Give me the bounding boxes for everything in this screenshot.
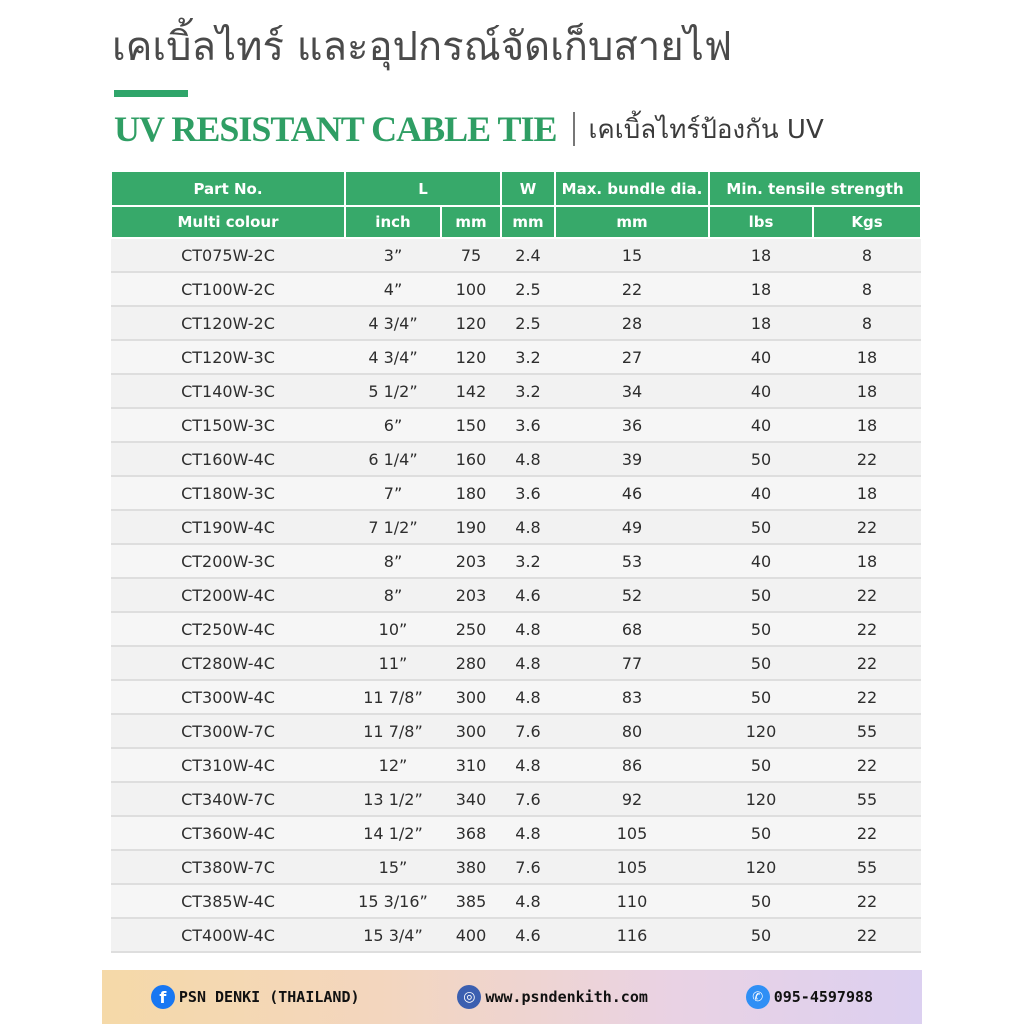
table-row xyxy=(111,272,921,306)
cell-bundle: 22 xyxy=(555,272,709,306)
cell-inch: 11 7/8” xyxy=(345,680,441,714)
cell-inch: 7 1/2” xyxy=(345,510,441,544)
cell-mm: 250 xyxy=(441,612,501,646)
cell-bundle: 15 xyxy=(555,238,709,272)
cell-kgs: 55 xyxy=(813,850,921,884)
cell-part-no: CT180W-3C xyxy=(111,476,345,510)
cell-lbs: 40 xyxy=(709,340,813,374)
cell-inch: 15 3/16” xyxy=(345,884,441,918)
cell-inch: 11 7/8” xyxy=(345,714,441,748)
cell-lbs: 40 xyxy=(709,544,813,578)
footer-facebook[interactable] xyxy=(151,985,360,1009)
cell-lbs: 18 xyxy=(709,272,813,306)
cell-width: 7.6 xyxy=(501,714,555,748)
header-width-unit: mm xyxy=(501,206,555,238)
cell-mm: 180 xyxy=(441,476,501,510)
cell-lbs: 50 xyxy=(709,646,813,680)
cell-mm: 100 xyxy=(441,272,501,306)
cell-bundle: 46 xyxy=(555,476,709,510)
header-part-no: Part No. xyxy=(111,171,345,206)
footer-website-text: www.psndenkith.com xyxy=(485,988,648,1006)
title-underline xyxy=(114,90,188,97)
cell-kgs: 18 xyxy=(813,408,921,442)
table-row xyxy=(111,918,921,952)
cell-width: 4.8 xyxy=(501,510,555,544)
cell-bundle: 110 xyxy=(555,884,709,918)
table-row xyxy=(111,476,921,510)
cell-mm: 340 xyxy=(441,782,501,816)
table-body xyxy=(111,238,921,952)
cell-width: 2.5 xyxy=(501,272,555,306)
cell-kgs: 22 xyxy=(813,646,921,680)
cell-mm: 310 xyxy=(441,748,501,782)
footer-phone[interactable] xyxy=(746,985,873,1009)
cell-part-no: CT340W-7C xyxy=(111,782,345,816)
cell-width: 4.6 xyxy=(501,578,555,612)
cell-inch: 5 1/2” xyxy=(345,374,441,408)
cell-kgs: 18 xyxy=(813,340,921,374)
cell-inch: 11” xyxy=(345,646,441,680)
cell-part-no: CT280W-4C xyxy=(111,646,345,680)
cell-mm: 300 xyxy=(441,680,501,714)
subtitle-divider xyxy=(573,112,575,146)
cell-kgs: 8 xyxy=(813,306,921,340)
cell-inch: 13 1/2” xyxy=(345,782,441,816)
cell-inch: 3” xyxy=(345,238,441,272)
table-row xyxy=(111,884,921,918)
cell-lbs: 50 xyxy=(709,578,813,612)
cell-width: 4.8 xyxy=(501,884,555,918)
header-bundle-unit: mm xyxy=(555,206,709,238)
cell-kgs: 22 xyxy=(813,748,921,782)
cell-inch: 8” xyxy=(345,544,441,578)
table-row xyxy=(111,408,921,442)
cell-part-no: CT190W-4C xyxy=(111,510,345,544)
cell-kgs: 22 xyxy=(813,510,921,544)
cell-part-no: CT250W-4C xyxy=(111,612,345,646)
table-row xyxy=(111,442,921,476)
header-multi-colour: Multi colour xyxy=(111,206,345,238)
table-row xyxy=(111,782,921,816)
header-length: L xyxy=(345,171,501,206)
cell-kgs: 22 xyxy=(813,884,921,918)
cell-part-no: CT385W-4C xyxy=(111,884,345,918)
cell-width: 7.6 xyxy=(501,850,555,884)
cell-kgs: 22 xyxy=(813,442,921,476)
cell-part-no: CT300W-4C xyxy=(111,680,345,714)
cell-width: 3.6 xyxy=(501,408,555,442)
cell-part-no: CT100W-2C xyxy=(111,272,345,306)
footer-contact-bar xyxy=(102,970,922,1024)
cell-inch: 7” xyxy=(345,476,441,510)
cell-mm: 385 xyxy=(441,884,501,918)
cell-lbs: 120 xyxy=(709,714,813,748)
table-row xyxy=(111,238,921,272)
cell-bundle: 34 xyxy=(555,374,709,408)
table-row xyxy=(111,748,921,782)
table-row xyxy=(111,510,921,544)
table-row xyxy=(111,850,921,884)
page-title: เคเบิ้ลไทร์ และอุปกรณ์จัดเก็บสายไฟ xyxy=(112,24,733,70)
cell-part-no: CT380W-7C xyxy=(111,850,345,884)
spec-table xyxy=(110,170,922,953)
cell-mm: 190 xyxy=(441,510,501,544)
cell-part-no: CT075W-2C xyxy=(111,238,345,272)
cell-part-no: CT200W-4C xyxy=(111,578,345,612)
cell-inch: 14 1/2” xyxy=(345,816,441,850)
cell-mm: 120 xyxy=(441,340,501,374)
cell-width: 2.5 xyxy=(501,306,555,340)
cell-width: 4.8 xyxy=(501,646,555,680)
cell-mm: 203 xyxy=(441,544,501,578)
header-lbs: lbs xyxy=(709,206,813,238)
cell-kgs: 22 xyxy=(813,680,921,714)
cell-inch: 8” xyxy=(345,578,441,612)
cell-lbs: 40 xyxy=(709,374,813,408)
table-row xyxy=(111,340,921,374)
cell-lbs: 50 xyxy=(709,442,813,476)
table-row xyxy=(111,714,921,748)
cell-lbs: 40 xyxy=(709,476,813,510)
header-inch: inch xyxy=(345,206,441,238)
header-tensile: Min. tensile strength xyxy=(709,171,921,206)
cell-lbs: 50 xyxy=(709,510,813,544)
cell-bundle: 116 xyxy=(555,918,709,952)
cell-bundle: 49 xyxy=(555,510,709,544)
cell-kgs: 22 xyxy=(813,918,921,952)
cell-inch: 6 1/4” xyxy=(345,442,441,476)
header-bundle: Max. bundle dia. xyxy=(555,171,709,206)
cell-inch: 4” xyxy=(345,272,441,306)
cell-width: 4.8 xyxy=(501,748,555,782)
cell-inch: 15” xyxy=(345,850,441,884)
cell-inch: 6” xyxy=(345,408,441,442)
cell-width: 4.8 xyxy=(501,816,555,850)
cell-part-no: CT360W-4C xyxy=(111,816,345,850)
cell-width: 3.2 xyxy=(501,374,555,408)
footer-website[interactable] xyxy=(457,985,648,1009)
cell-kgs: 8 xyxy=(813,272,921,306)
table-row xyxy=(111,306,921,340)
cell-lbs: 120 xyxy=(709,782,813,816)
cell-inch: 15 3/4” xyxy=(345,918,441,952)
cell-width: 2.4 xyxy=(501,238,555,272)
cell-mm: 203 xyxy=(441,578,501,612)
cell-width: 7.6 xyxy=(501,782,555,816)
cell-lbs: 50 xyxy=(709,680,813,714)
table-row xyxy=(111,816,921,850)
cell-kgs: 22 xyxy=(813,578,921,612)
cell-width: 4.8 xyxy=(501,442,555,476)
cell-bundle: 83 xyxy=(555,680,709,714)
cell-part-no: CT120W-3C xyxy=(111,340,345,374)
cell-width: 4.6 xyxy=(501,918,555,952)
cell-part-no: CT300W-7C xyxy=(111,714,345,748)
cell-lbs: 50 xyxy=(709,748,813,782)
cell-width: 3.6 xyxy=(501,476,555,510)
cell-lbs: 50 xyxy=(709,918,813,952)
cell-mm: 75 xyxy=(441,238,501,272)
cell-bundle: 52 xyxy=(555,578,709,612)
cell-part-no: CT120W-2C xyxy=(111,306,345,340)
cell-lbs: 18 xyxy=(709,306,813,340)
cell-mm: 380 xyxy=(441,850,501,884)
cell-width: 3.2 xyxy=(501,544,555,578)
subtitle xyxy=(114,108,824,150)
cell-mm: 120 xyxy=(441,306,501,340)
cell-part-no: CT160W-4C xyxy=(111,442,345,476)
table-row xyxy=(111,646,921,680)
cell-bundle: 80 xyxy=(555,714,709,748)
cell-inch: 4 3/4” xyxy=(345,306,441,340)
cell-lbs: 50 xyxy=(709,612,813,646)
cell-bundle: 86 xyxy=(555,748,709,782)
cell-bundle: 105 xyxy=(555,816,709,850)
cell-mm: 150 xyxy=(441,408,501,442)
table-row xyxy=(111,612,921,646)
table-row xyxy=(111,374,921,408)
table-row xyxy=(111,544,921,578)
cell-kgs: 8 xyxy=(813,238,921,272)
cell-part-no: CT150W-3C xyxy=(111,408,345,442)
cell-bundle: 39 xyxy=(555,442,709,476)
cell-mm: 400 xyxy=(441,918,501,952)
cell-bundle: 105 xyxy=(555,850,709,884)
cell-mm: 160 xyxy=(441,442,501,476)
cell-inch: 12” xyxy=(345,748,441,782)
cell-inch: 4 3/4” xyxy=(345,340,441,374)
cell-kgs: 22 xyxy=(813,816,921,850)
header-width: W xyxy=(501,171,555,206)
cell-part-no: CT400W-4C xyxy=(111,918,345,952)
cell-width: 4.8 xyxy=(501,680,555,714)
footer-phone-text: 095-4597988 xyxy=(773,988,874,1006)
footer-company: PSN DENKI (THAILAND) xyxy=(178,988,360,1006)
cell-lbs: 120 xyxy=(709,850,813,884)
cell-bundle: 36 xyxy=(555,408,709,442)
cell-inch: 10” xyxy=(345,612,441,646)
cell-mm: 280 xyxy=(441,646,501,680)
cell-bundle: 68 xyxy=(555,612,709,646)
cell-kgs: 22 xyxy=(813,612,921,646)
cell-part-no: CT200W-3C xyxy=(111,544,345,578)
cell-lbs: 18 xyxy=(709,238,813,272)
cell-bundle: 92 xyxy=(555,782,709,816)
cell-mm: 142 xyxy=(441,374,501,408)
cell-lbs: 50 xyxy=(709,884,813,918)
cell-bundle: 77 xyxy=(555,646,709,680)
cell-bundle: 53 xyxy=(555,544,709,578)
cell-mm: 368 xyxy=(441,816,501,850)
cell-kgs: 18 xyxy=(813,476,921,510)
cell-bundle: 27 xyxy=(555,340,709,374)
header-kgs: Kgs xyxy=(813,206,921,238)
facebook-icon: f xyxy=(151,985,175,1009)
header-mm: mm xyxy=(441,206,501,238)
subtitle-english: UV RESISTANT CABLE TIE xyxy=(114,109,557,149)
table-row xyxy=(111,680,921,714)
cell-lbs: 40 xyxy=(709,408,813,442)
cell-part-no: CT140W-3C xyxy=(111,374,345,408)
cell-kgs: 55 xyxy=(813,782,921,816)
cell-kgs: 18 xyxy=(813,374,921,408)
subtitle-thai: เคเบิ้ลไทร์ป้องกัน UV xyxy=(588,114,824,145)
globe-icon: ◎ xyxy=(457,985,481,1009)
cell-mm: 300 xyxy=(441,714,501,748)
cell-kgs: 18 xyxy=(813,544,921,578)
cell-bundle: 28 xyxy=(555,306,709,340)
cell-width: 3.2 xyxy=(501,340,555,374)
cell-kgs: 55 xyxy=(813,714,921,748)
cell-lbs: 50 xyxy=(709,816,813,850)
cell-width: 4.8 xyxy=(501,612,555,646)
cell-part-no: CT310W-4C xyxy=(111,748,345,782)
table-row xyxy=(111,578,921,612)
phone-icon: ✆ xyxy=(746,985,770,1009)
